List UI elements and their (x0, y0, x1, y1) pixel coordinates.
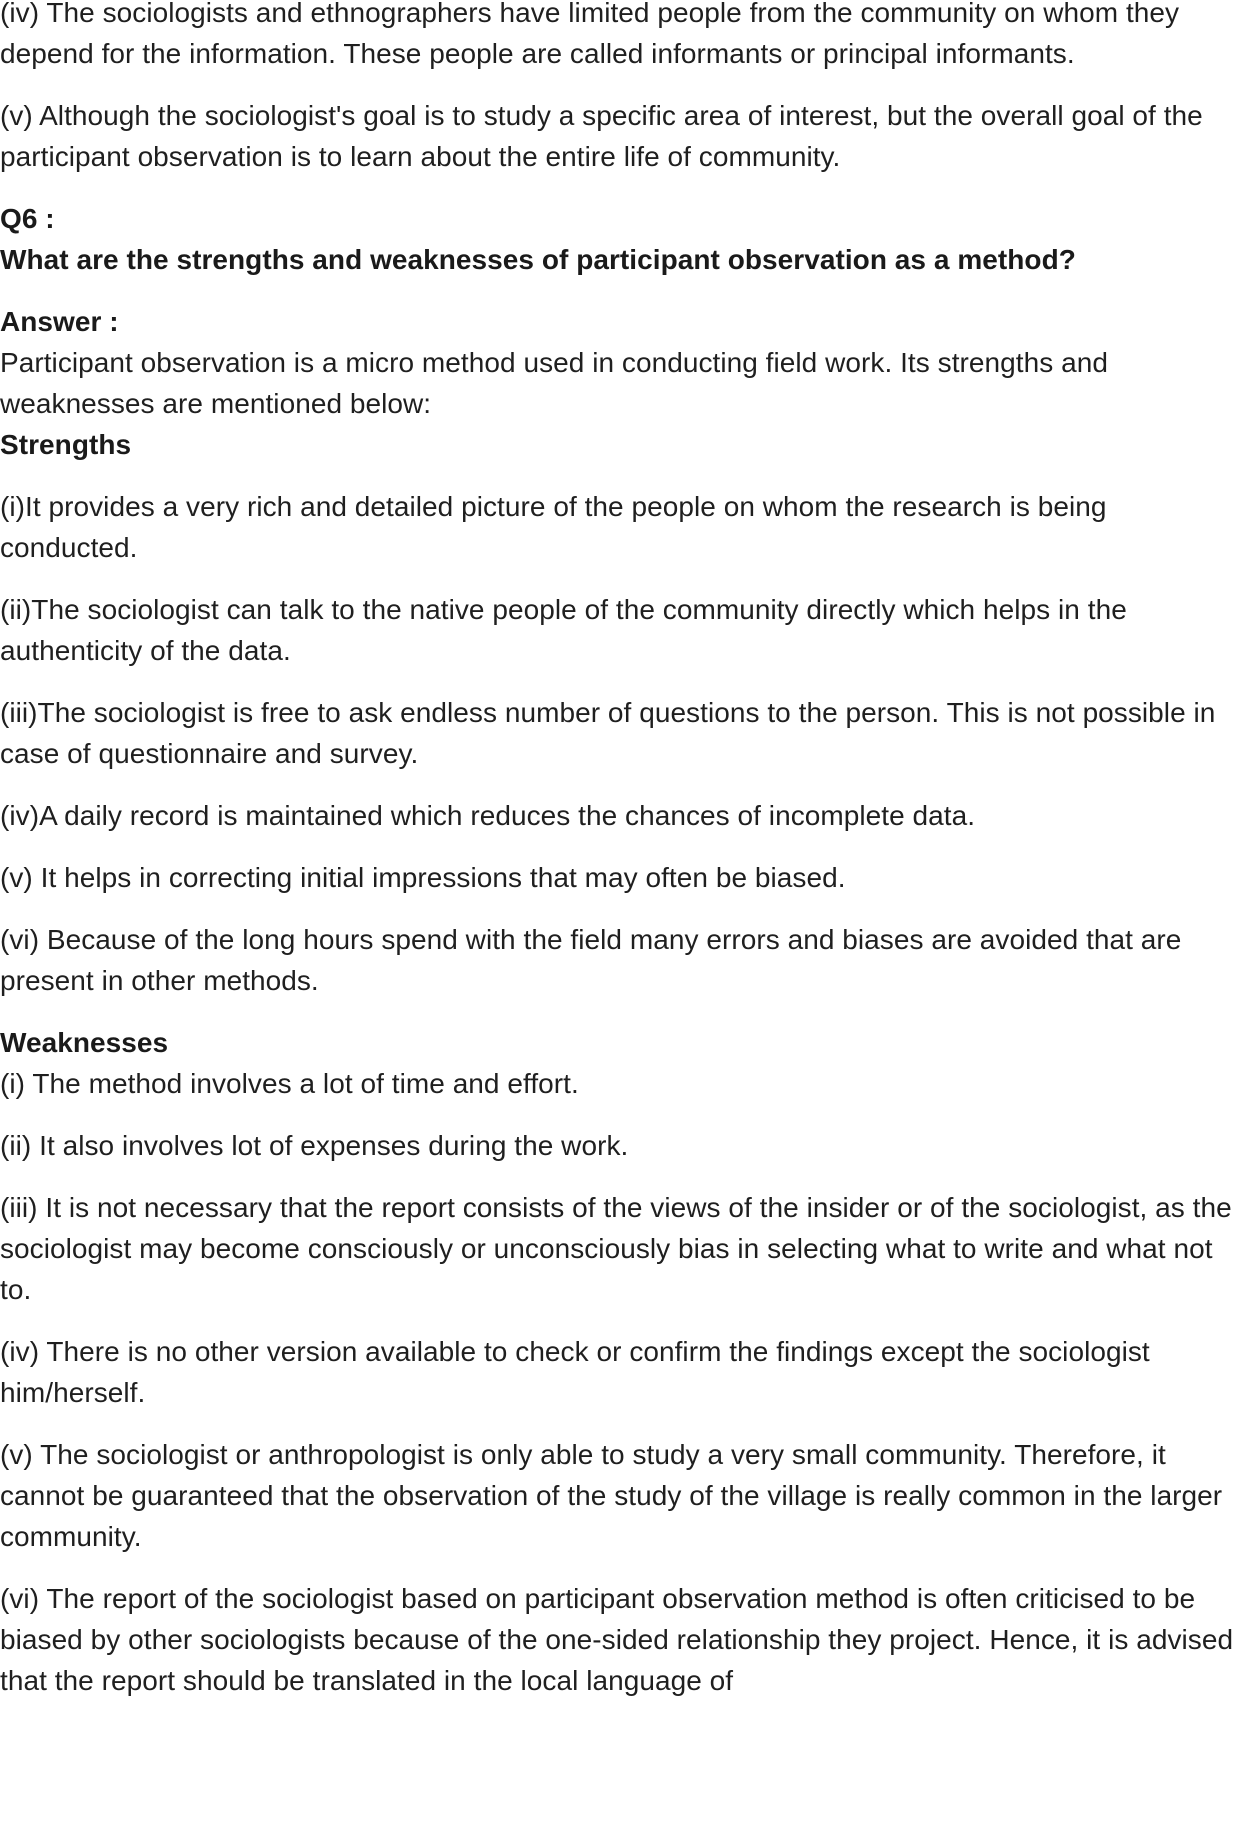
strength-item: (vi) Because of the long hours spend with the field many errors and biases are avoided that are present in other methods. (0, 924, 1182, 996)
weakness-item: (vi) The report of the sociologist based on participant observation method is often criticised to be biased by other sociologists because of the one-sided relationship they project. Hence, it is advised that the report should be translated in the local language of (0, 1583, 1234, 1696)
weakness-item: (iv) There is no other version available to check or confirm the findings except the sociologist him/herself. (0, 1336, 1150, 1408)
weakness-item: (v) The sociologist or anthropologist is only able to study a very small community. Therefore, it cannot be guaranteed that the observation of the study of the village is really common in the larger community. (0, 1439, 1223, 1552)
weakness-item: (iii) It is not necessary that the report consists of the views of the insider or of the sociologist, as the sociologist may become consciously or unconsciously bias in selecting what to write and what not to. (0, 1192, 1232, 1305)
answer-label: Answer : (0, 306, 119, 337)
weakness-item: (i) The method involves a lot of time and effort. (0, 1068, 579, 1099)
strengths-heading: Strengths (0, 429, 132, 460)
answer-intro: Participant observation is a micro method used in conducting field work. Its strengths and weaknesses are mentioned below: (0, 347, 1108, 419)
weakness-item: (ii) It also involves lot of expenses during the work. (0, 1130, 629, 1161)
strength-item: (ii)The sociologist can talk to the native people of the community directly which helps in the authenticity of the data. (0, 594, 1127, 666)
intro-point-v: (v) Although the sociologist's goal is to study a specific area of interest, but the overall goal of the participant observation is to learn about the entire life of community. (0, 100, 1203, 172)
strength-item: (i)It provides a very rich and detailed picture of the people on whom the research is being conducted. (0, 491, 1107, 563)
strength-item: (v) It helps in correcting initial impressions that may often be biased. (0, 862, 846, 893)
weaknesses-heading: Weaknesses (0, 1027, 169, 1058)
question-number: Q6 : (0, 203, 55, 234)
intro-point-iv: (iv) The sociologists and ethnographers have limited people from the community on whom they depend for the information. These people are called informants or principal informants. (0, 0, 1180, 69)
question-text: What are the strengths and weaknesses of participant observation as a method? (0, 244, 1076, 275)
strength-item: (iv)A daily record is maintained which reduces the chances of incomplete data. (0, 800, 976, 831)
strength-item: (iii)The sociologist is free to ask endless number of questions to the person. This is not possible in case of questionnaire and survey. (0, 697, 1216, 769)
